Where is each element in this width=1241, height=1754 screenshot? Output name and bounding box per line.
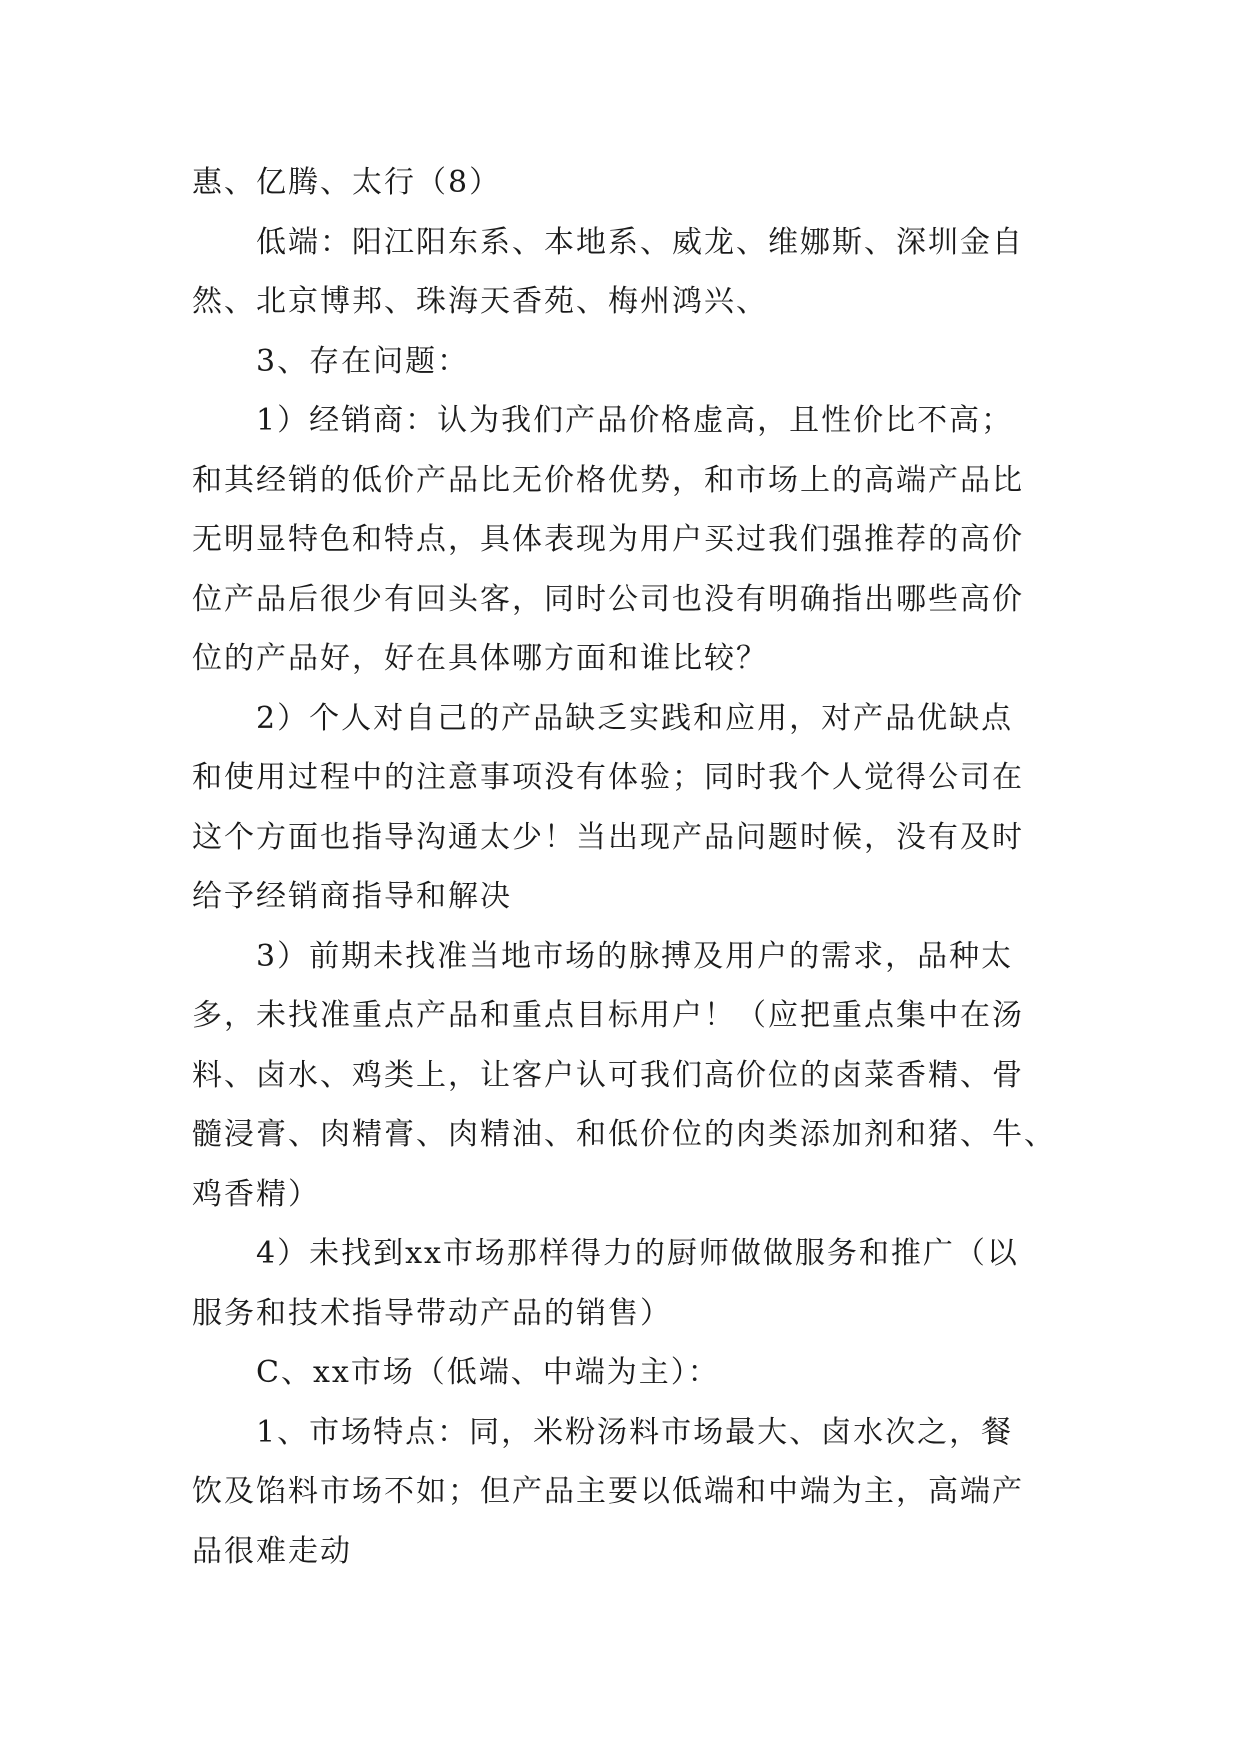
- document-body: [192, 153, 1056, 1581]
- text-line: 位产品后很少有回头客，同时公司也没有明确指出哪些高价: [192, 581, 1024, 617]
- text-line: 和其经销的低价产品比无价格优势，和市场上的高端产品比: [192, 462, 1024, 498]
- text-line: 低端：阳江阳东系、本地系、威龙、维娜斯、深圳金自: [256, 224, 1024, 260]
- text-line: 4）未找到xx市场那样得力的厨师做做服务和推广（以: [256, 1236, 1019, 1271]
- paragraph: [192, 1343, 1050, 1403]
- text-line: 位的产品好，好在具体哪方面和谁比较？: [192, 641, 768, 676]
- text-line: 料、卤水、鸡类上，让客户认可我们高价位的卤菜香精、骨: [192, 1057, 1024, 1093]
- paragraph: [192, 927, 1056, 1225]
- text-line: 惠、亿腾、太行（8）: [192, 165, 502, 200]
- text-line: 鸡香精）: [192, 1176, 320, 1212]
- paragraph: [192, 332, 1050, 392]
- text-line: 品很难走动: [192, 1533, 352, 1569]
- text-line: 无明显特色和特点，具体表现为用户买过我们强推荐的高价: [192, 522, 1024, 557]
- text-line: 3）前期未找准当地市场的脉搏及用户的需求，品种太: [256, 938, 1014, 974]
- paragraph: [192, 213, 1050, 332]
- paragraph: [192, 391, 1050, 689]
- text-line: 和使用过程中的注意事项没有体验；同时我个人觉得公司在: [192, 760, 1024, 795]
- text-line: 然、北京博邦、珠海天香苑、梅州鸿兴、: [192, 284, 768, 319]
- text-line: 这个方面也指导沟通太少！当出现产品问题时候，没有及时: [192, 819, 1024, 855]
- text-line: 1）经销商：认为我们产品价格虚高，且性价比不高；: [256, 403, 1014, 438]
- text-line: 服务和技术指导带动产品的销售）: [192, 1295, 672, 1331]
- text-line: C、xx市场（低端、中端为主）：: [256, 1355, 720, 1390]
- text-line: 给予经销商指导和解决: [192, 879, 512, 914]
- text-line: 2）个人对自己的产品缺乏实践和应用，对产品优缺点: [256, 700, 1014, 736]
- text-line: 多，未找准重点产品和重点目标用户！（应把重点集中在汤: [192, 998, 1024, 1033]
- paragraph: [192, 153, 1050, 213]
- paragraph: [192, 689, 1050, 927]
- text-line: 饮及馅料市场不如；但产品主要以低端和中端为主，高端产: [192, 1474, 1024, 1509]
- text-line: 1、市场特点：同，米粉汤料市场最大、卤水次之，餐: [256, 1414, 1014, 1450]
- paragraph: [192, 1403, 1050, 1582]
- text-line: 髓浸膏、肉精膏、肉精油、和低价位的肉类添加剂和猪、牛、: [192, 1117, 1056, 1152]
- text-line: 3、存在问题：: [256, 343, 470, 379]
- paragraph: [192, 1224, 1050, 1343]
